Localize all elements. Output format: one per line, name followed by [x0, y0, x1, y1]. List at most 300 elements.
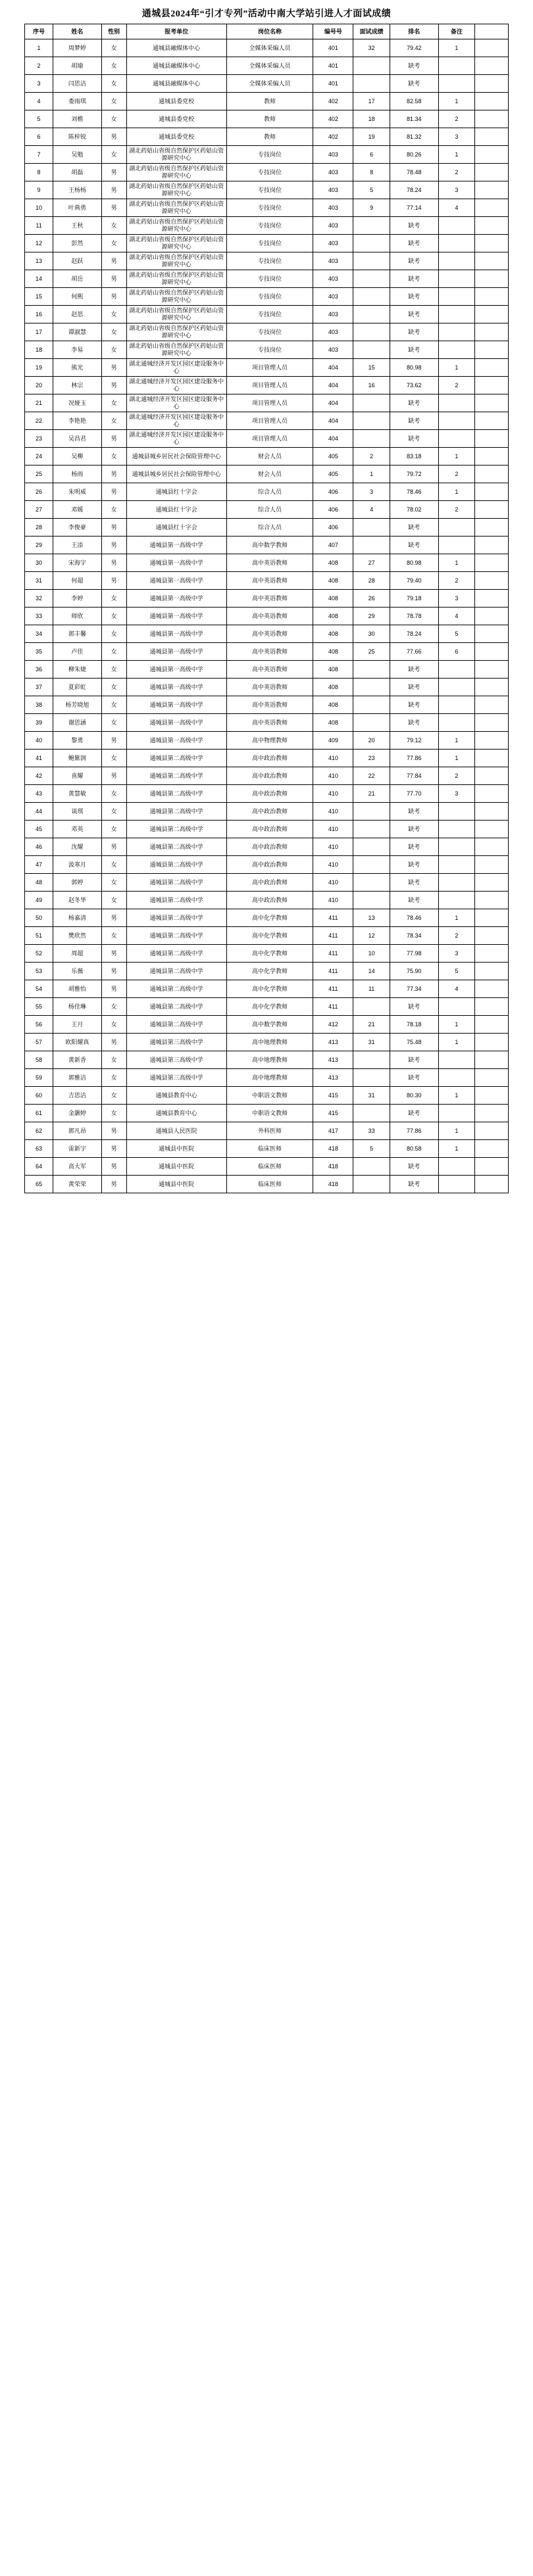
row-remark: [475, 1034, 509, 1051]
row-code: 403: [313, 252, 353, 270]
row-remark: [475, 714, 509, 732]
row-score: 80.30: [390, 1087, 439, 1105]
row-code: 408: [313, 643, 353, 661]
row-code: 408: [313, 696, 353, 714]
row-score: 缺考: [390, 519, 439, 537]
row-code: 413: [313, 1051, 353, 1069]
row-remark: [475, 412, 509, 430]
row-number: 2: [353, 448, 390, 465]
table-row: [25, 448, 509, 465]
row-code: 418: [313, 1158, 353, 1176]
row-code: 413: [313, 1069, 353, 1087]
row-remark: [475, 608, 509, 625]
row-post: 项目管理人员: [226, 377, 313, 394]
row-name: 李俊豪: [53, 519, 102, 537]
row-post: 综合人员: [226, 483, 313, 501]
row-post: 高中政治教师: [226, 785, 313, 803]
row-sex: 女: [101, 590, 126, 608]
row-name: 樊欣然: [53, 927, 102, 945]
row-post: 专技岗位: [226, 181, 313, 199]
row-number: 9: [353, 199, 390, 217]
row-score: 82.58: [390, 93, 439, 110]
row-index: 10: [25, 199, 53, 217]
row-remark: [475, 75, 509, 93]
row-index: 13: [25, 252, 53, 270]
row-index: 55: [25, 998, 53, 1016]
row-index: 51: [25, 927, 53, 945]
row-unit: 通城县第二高级中学: [126, 963, 226, 980]
row-unit: 通城县第一高级中学: [126, 625, 226, 643]
row-unit: 湖北通城经济开发区园区建设服务中心: [126, 412, 226, 430]
row-unit: 通城县红十字会: [126, 501, 226, 519]
row-index: 11: [25, 217, 53, 235]
row-rank: 1: [438, 146, 475, 164]
row-score: 77.84: [390, 767, 439, 785]
row-index: 35: [25, 643, 53, 661]
table-row: [25, 838, 509, 856]
row-sex: 女: [101, 856, 126, 874]
row-index: 56: [25, 1016, 53, 1034]
row-rank: 1: [438, 448, 475, 465]
row-unit: 通城县第二高级中学: [126, 856, 226, 874]
row-sex: 女: [101, 57, 126, 75]
row-sex: 男: [101, 909, 126, 927]
row-post: 临床医师: [226, 1140, 313, 1158]
row-remark: [475, 359, 509, 377]
row-unit: 通城县委党校: [126, 128, 226, 146]
row-unit: 通城县第二高级中学: [126, 927, 226, 945]
row-post: 财会人员: [226, 448, 313, 465]
row-remark: [475, 661, 509, 679]
row-rank: 1: [438, 909, 475, 927]
row-rank: [438, 874, 475, 892]
row-unit: 通城县第三高级中学: [126, 1034, 226, 1051]
row-post: 高中化学教师: [226, 945, 313, 963]
row-name: 王月: [53, 1016, 102, 1034]
row-unit: 湖北药姑山省级自然保护区药姑山资源研究中心: [126, 217, 226, 235]
row-rank: [438, 430, 475, 448]
row-name: 朱明威: [53, 483, 102, 501]
row-name: 王添: [53, 537, 102, 554]
row-remark: [475, 803, 509, 821]
row-index: 30: [25, 554, 53, 572]
row-name: 胡岳: [53, 270, 102, 288]
row-post: 高中政治教师: [226, 750, 313, 767]
row-code: 418: [313, 1176, 353, 1193]
table-row: [25, 252, 509, 270]
row-sex: 男: [101, 537, 126, 554]
row-sex: 女: [101, 625, 126, 643]
row-remark: [475, 821, 509, 838]
row-post: 高中英语教师: [226, 625, 313, 643]
row-score: 缺考: [390, 394, 439, 412]
row-code: 402: [313, 110, 353, 128]
row-post: 高中物理教师: [226, 732, 313, 750]
row-post: 高中化学教师: [226, 909, 313, 927]
row-score: 80.58: [390, 1140, 439, 1158]
row-post: 高中化学教师: [226, 927, 313, 945]
row-sex: 男: [101, 128, 126, 146]
table-row: [25, 181, 509, 199]
row-sex: 男: [101, 838, 126, 856]
row-score: 78.48: [390, 164, 439, 181]
row-unit: 通城县第二高级中学: [126, 980, 226, 998]
row-code: 409: [313, 732, 353, 750]
row-remark: [475, 732, 509, 750]
row-unit: 通城县第二高级中学: [126, 874, 226, 892]
row-name: 赵跃: [53, 252, 102, 270]
row-number: 5: [353, 1140, 390, 1158]
row-unit: 通城县第一高级中学: [126, 679, 226, 696]
row-index: 23: [25, 430, 53, 448]
row-remark: [475, 146, 509, 164]
row-code: 406: [313, 501, 353, 519]
row-remark: [475, 181, 509, 199]
row-name: 欧阳耀真: [53, 1034, 102, 1051]
row-rank: [438, 306, 475, 323]
table-row: [25, 874, 509, 892]
row-code: 406: [313, 519, 353, 537]
row-name: 黄新香: [53, 1051, 102, 1069]
row-code: 408: [313, 661, 353, 679]
row-remark: [475, 945, 509, 963]
row-code: 408: [313, 554, 353, 572]
table-row: [25, 980, 509, 998]
row-code: 408: [313, 590, 353, 608]
row-remark: [475, 1016, 509, 1034]
row-number: [353, 821, 390, 838]
row-sex: 女: [101, 39, 126, 57]
row-rank: 1: [438, 1016, 475, 1034]
row-number: 27: [353, 554, 390, 572]
row-sex: 男: [101, 199, 126, 217]
row-remark: [475, 164, 509, 181]
row-rank: 1: [438, 1034, 475, 1051]
row-rank: 1: [438, 732, 475, 750]
row-sex: 女: [101, 146, 126, 164]
row-post: 项目管理人员: [226, 394, 313, 412]
row-index: 31: [25, 572, 53, 590]
row-score: 78.24: [390, 625, 439, 643]
row-rank: 2: [438, 572, 475, 590]
row-unit: 通城县第二高级中学: [126, 785, 226, 803]
row-code: 401: [313, 39, 353, 57]
table-row: [25, 945, 509, 963]
row-unit: 湖北通城经济开发区园区建设服务中心: [126, 394, 226, 412]
row-score: 缺考: [390, 821, 439, 838]
table-row: [25, 1158, 509, 1176]
row-number: [353, 537, 390, 554]
row-remark: [475, 572, 509, 590]
page-title: 通城县2024年“引才专列”活动中南大学站引进人才面试成绩: [141, 9, 392, 19]
row-post: 综合人员: [226, 519, 313, 537]
table-row: [25, 57, 509, 75]
row-name: 杨芳晓旭: [53, 696, 102, 714]
row-remark: [475, 57, 509, 75]
row-rank: [438, 323, 475, 341]
row-sex: 女: [101, 1105, 126, 1122]
row-name: 吉思洁: [53, 1087, 102, 1105]
table-row: [25, 1016, 509, 1034]
row-code: 403: [313, 306, 353, 323]
table-row: [25, 554, 509, 572]
row-score: 缺考: [390, 803, 439, 821]
row-post: 临床医师: [226, 1176, 313, 1193]
row-index: 62: [25, 1122, 53, 1140]
column-header-sex: 性别: [101, 24, 126, 39]
row-number: [353, 1105, 390, 1122]
row-code: 404: [313, 394, 353, 412]
row-rank: [438, 803, 475, 821]
row-sex: 男: [101, 963, 126, 980]
row-post: 高中英语教师: [226, 696, 313, 714]
row-score: 79.40: [390, 572, 439, 590]
row-unit: 湖北药姑山省级自然保护区药姑山资源研究中心: [126, 288, 226, 306]
row-number: 23: [353, 750, 390, 767]
row-sex: 男: [101, 430, 126, 448]
row-number: [353, 394, 390, 412]
row-number: 16: [353, 377, 390, 394]
row-score: 缺考: [390, 856, 439, 874]
row-number: [353, 430, 390, 448]
row-rank: [438, 679, 475, 696]
row-remark: [475, 696, 509, 714]
row-unit: 湖北药姑山省级自然保护区药姑山资源研究中心: [126, 146, 226, 164]
row-unit: 通城县第二高级中学: [126, 909, 226, 927]
row-index: 4: [25, 93, 53, 110]
row-name: 高大军: [53, 1158, 102, 1176]
row-index: 36: [25, 661, 53, 679]
column-header-index: 序号: [25, 24, 53, 39]
row-unit: 通城县融媒体中心: [126, 39, 226, 57]
row-rank: [438, 892, 475, 909]
table-row: [25, 270, 509, 288]
row-score: 78.24: [390, 181, 439, 199]
row-unit: 通城县第二高级中学: [126, 821, 226, 838]
row-sex: 男: [101, 767, 126, 785]
row-score: 缺考: [390, 1176, 439, 1193]
row-sex: 男: [101, 945, 126, 963]
row-rank: [438, 288, 475, 306]
row-unit: 通城县第一高级中学: [126, 714, 226, 732]
row-rank: 1: [438, 359, 475, 377]
row-sex: 男: [101, 164, 126, 181]
row-index: 12: [25, 235, 53, 252]
table-row: [25, 714, 509, 732]
row-index: 52: [25, 945, 53, 963]
row-name: 陈梓锐: [53, 128, 102, 146]
row-code: 403: [313, 164, 353, 181]
row-name: 柳朱婕: [53, 661, 102, 679]
row-unit: 通城县第一高级中学: [126, 554, 226, 572]
row-score: 缺考: [390, 661, 439, 679]
row-index: 6: [25, 128, 53, 146]
row-post: 专技岗位: [226, 252, 313, 270]
row-rank: [438, 714, 475, 732]
row-unit: 通城县第二高级中学: [126, 750, 226, 767]
row-sex: 女: [101, 110, 126, 128]
row-code: 401: [313, 75, 353, 93]
row-code: 410: [313, 821, 353, 838]
row-score: 缺考: [390, 288, 439, 306]
row-name: 谢思涵: [53, 714, 102, 732]
row-number: 12: [353, 927, 390, 945]
row-rank: [438, 217, 475, 235]
row-score: 缺考: [390, 57, 439, 75]
row-unit: 通城县第三高级中学: [126, 1051, 226, 1069]
row-number: [353, 306, 390, 323]
row-unit: 通城县教育中心: [126, 1105, 226, 1122]
row-index: 60: [25, 1087, 53, 1105]
row-number: [353, 1176, 390, 1193]
row-code: 403: [313, 217, 353, 235]
row-number: 10: [353, 945, 390, 963]
row-name: 黄慧敏: [53, 785, 102, 803]
row-score: 缺考: [390, 306, 439, 323]
row-unit: 通城县第一高级中学: [126, 661, 226, 679]
table-row: [25, 643, 509, 661]
row-index: 19: [25, 359, 53, 377]
row-number: [353, 892, 390, 909]
row-code: 406: [313, 483, 353, 501]
row-code: 408: [313, 625, 353, 643]
row-remark: [475, 465, 509, 483]
row-sex: 女: [101, 93, 126, 110]
table-row: [25, 39, 509, 57]
row-sex: 男: [101, 554, 126, 572]
row-index: 14: [25, 270, 53, 288]
row-rank: [438, 856, 475, 874]
row-unit: 通城县融媒体中心: [126, 75, 226, 93]
row-post: 综合人员: [226, 501, 313, 519]
row-rank: [438, 394, 475, 412]
row-name: 杨佳琳: [53, 998, 102, 1016]
row-number: [353, 696, 390, 714]
row-rank: 4: [438, 199, 475, 217]
table-row: [25, 1176, 509, 1193]
row-post: 高中政治教师: [226, 874, 313, 892]
row-number: 17: [353, 93, 390, 110]
row-unit: 通城县第一高级中学: [126, 590, 226, 608]
row-number: [353, 519, 390, 537]
row-post: 高中英语教师: [226, 679, 313, 696]
row-number: [353, 1051, 390, 1069]
row-post: 全媒体采编人员: [226, 39, 313, 57]
row-name: 卢佳: [53, 643, 102, 661]
row-score: 80.98: [390, 359, 439, 377]
row-name: 王秋: [53, 217, 102, 235]
row-index: 2: [25, 57, 53, 75]
row-score: 78.46: [390, 909, 439, 927]
row-unit: 湖北药姑山省级自然保护区药姑山资源研究中心: [126, 323, 226, 341]
row-score: 缺考: [390, 323, 439, 341]
row-unit: 湖北通城经济开发区园区建设服务中心: [126, 359, 226, 377]
row-index: 33: [25, 608, 53, 625]
row-rank: 2: [438, 927, 475, 945]
row-rank: 2: [438, 110, 475, 128]
row-post: 高中英语教师: [226, 714, 313, 732]
row-post: 专技岗位: [226, 164, 313, 181]
row-sex: 女: [101, 927, 126, 945]
row-code: 415: [313, 1105, 353, 1122]
row-number: 29: [353, 608, 390, 625]
row-sex: 女: [101, 821, 126, 838]
row-unit: 通城县红十字会: [126, 483, 226, 501]
row-remark: [475, 892, 509, 909]
table-row: [25, 501, 509, 519]
table-row: [25, 519, 509, 537]
row-remark: [475, 217, 509, 235]
table-row: [25, 128, 509, 146]
row-remark: [475, 323, 509, 341]
row-rank: [438, 270, 475, 288]
row-index: 41: [25, 750, 53, 767]
row-unit: 通城县城乡居民社会保险管理中心: [126, 448, 226, 465]
row-number: [353, 803, 390, 821]
row-code: 401: [313, 57, 353, 75]
row-rank: [438, 341, 475, 359]
row-index: 65: [25, 1176, 53, 1193]
row-remark: [475, 430, 509, 448]
row-post: 项目管理人员: [226, 359, 313, 377]
row-index: 45: [25, 821, 53, 838]
column-header-name: 姓名: [53, 24, 102, 39]
row-unit: 通城县第一高级中学: [126, 537, 226, 554]
row-unit: 通城县第二高级中学: [126, 945, 226, 963]
row-number: 3: [353, 483, 390, 501]
table-row: [25, 1087, 509, 1105]
row-index: 29: [25, 537, 53, 554]
row-score: 77.14: [390, 199, 439, 217]
row-remark: [475, 767, 509, 785]
row-rank: 3: [438, 785, 475, 803]
row-number: 11: [353, 980, 390, 998]
row-number: [353, 998, 390, 1016]
row-post: 专技岗位: [226, 235, 313, 252]
table-row: [25, 821, 509, 838]
table-row: [25, 465, 509, 483]
row-post: 专技岗位: [226, 323, 313, 341]
row-name: 刘楷: [53, 110, 102, 128]
row-number: [353, 341, 390, 359]
row-sex: 女: [101, 217, 126, 235]
row-name: 李婷: [53, 590, 102, 608]
row-remark: [475, 927, 509, 945]
row-index: 26: [25, 483, 53, 501]
row-unit: 通城县委党校: [126, 93, 226, 110]
row-post: 中职语文教师: [226, 1087, 313, 1105]
row-index: 63: [25, 1140, 53, 1158]
row-unit: 通城县第一高级中学: [126, 572, 226, 590]
table-row: [25, 359, 509, 377]
table-row: [25, 377, 509, 394]
row-post: 高中英语教师: [226, 554, 313, 572]
row-index: 1: [25, 39, 53, 57]
row-name: 郭婷: [53, 874, 102, 892]
row-number: 31: [353, 1034, 390, 1051]
row-name: 林宗: [53, 377, 102, 394]
row-code: 418: [313, 1140, 353, 1158]
row-index: 44: [25, 803, 53, 821]
row-code: 405: [313, 465, 353, 483]
row-sex: 女: [101, 643, 126, 661]
row-number: [353, 661, 390, 679]
row-number: [353, 270, 390, 288]
row-remark: [475, 1176, 509, 1193]
row-remark: [475, 501, 509, 519]
row-code: 404: [313, 430, 353, 448]
row-index: 40: [25, 732, 53, 750]
